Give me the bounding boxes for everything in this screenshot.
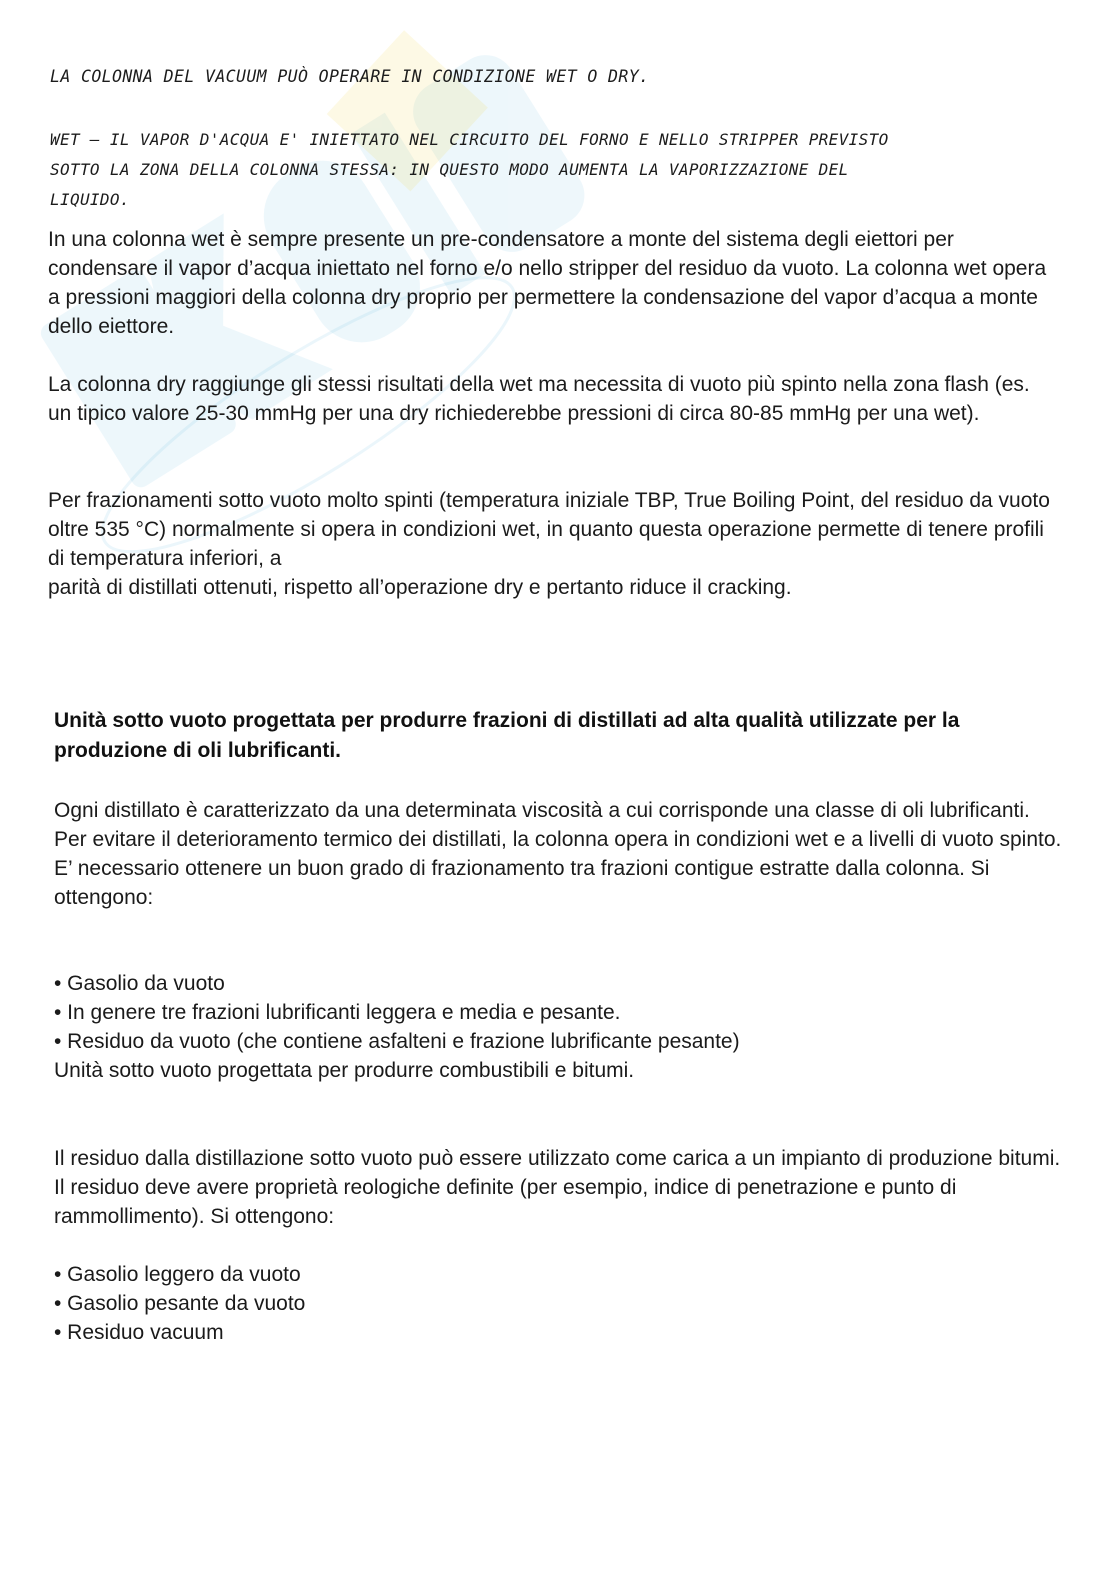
products-list-lubricants	[54, 969, 1064, 1085]
handwritten-note-intro: LA COLONNA DEL VACUUM PUÒ OPERARE IN CONDIZIONE WET O DRY.	[50, 67, 650, 86]
paragraph-wet-column: In una colonna wet è sempre presente un pre-condensatore a monte del sistema degli eiettori per condensare il vapor d’acqua iniettato nel forno e/o nello stripper del residuo da vuoto. La colonna wet opera a pressioni maggiori della colonna dry proprio per permettere la condensazione del vapor d’acqua a monte dello eiettore.	[48, 228, 1047, 338]
handwritten-note-wet	[50, 125, 1040, 215]
paragraph-line: Per frazionamenti sotto vuoto molto spinti (temperatura iniziale TBP, True Boiling Point, del residuo da vuoto oltre 535 °C) normalmente si opera in condizioni wet, in quanto questa operazione permette di tenere profili di temperatura inferiori, a	[48, 489, 1050, 570]
paragraph-line: E’ necessario ottenere un buon grado di frazionamento tra frazioni contigue estratte dalla colonna. Si ottengono:	[54, 857, 990, 909]
list-item: • Gasolio leggero da vuoto	[54, 1263, 301, 1286]
list-tail-text: Unità sotto vuoto progettata per produrre combustibili e bitumi.	[54, 1059, 635, 1082]
handwritten-line: LIQUIDO.	[50, 190, 130, 209]
paragraph-fractionation	[48, 486, 1058, 602]
paragraph-distillates	[54, 796, 1064, 912]
paragraph-line: Ogni distillato è caratterizzato da una determinata viscosità a cui corrisponde una classe di oli lubrificanti. Per evitare il deterioramento termico dei distillati, la colonna opera in condizioni wet e a livelli di vuoto spinto.	[54, 799, 1062, 851]
products-list-bitumen	[54, 1260, 1064, 1347]
list-item: • Gasolio da vuoto	[54, 972, 225, 995]
list-item: • Gasolio pesante da vuoto	[54, 1292, 306, 1315]
paragraph-line: parità di distillati ottenuti, rispetto all’operazione dry e pertanto riduce il cracking.	[48, 576, 792, 599]
section-heading-lubricants: Unità sotto vuoto progettata per produrre frazioni di distillati ad alta qualità utilizzate per la produzione di oli lubrificanti.	[54, 709, 960, 762]
list-item: • In genere tre frazioni lubrificanti leggera e media e pesante.	[54, 1001, 621, 1024]
paragraph-bitumen: Il residuo dalla distillazione sotto vuoto può essere utilizzato come carica a un impianto di produzione bitumi. Il residuo deve avere proprietà reologiche definite (per esempio, indice di penetrazione e punto di rammollimento). Si ottengono:	[54, 1147, 1061, 1228]
handwritten-line: WET – IL VAPOR D'ACQUA E' INIETTATO NEL CIRCUITO DEL FORNO E NELLO STRIPPER PREVISTO	[50, 130, 889, 149]
list-item: • Residuo da vuoto (che contiene asfalteni e frazione lubrificante pesante)	[54, 1030, 740, 1053]
list-item: • Residuo vacuum	[54, 1321, 224, 1344]
handwritten-line: SOTTO LA ZONA DELLA COLONNA STESSA: IN QUESTO MODO AUMENTA LA VAPORIZZAZIONE DEL	[50, 160, 849, 179]
paragraph-dry-column: La colonna dry raggiunge gli stessi risultati della wet ma necessita di vuoto più spinto nella zona flash (es. un tipico valore 25-30 mmHg per una dry richiederebbe pressioni di circa 80-85 mmHg per una wet).	[48, 373, 1030, 425]
